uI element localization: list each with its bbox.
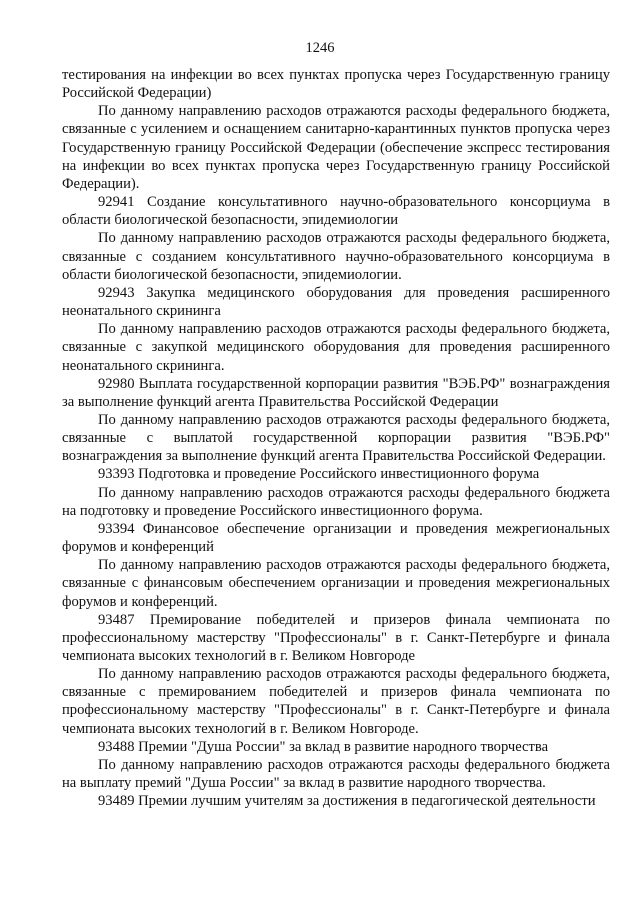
- section-heading: 93393 Подготовка и проведение Российского инвестиционного форума: [98, 466, 540, 483]
- paragraph: По данному направлению расходов отражаются расходы федерального бюджета, связанные с выплатой государственной корпорации развития "ВЭБ.РФ" вознаграждения за выполнение функций агента Правительства Российской Федерации.: [62, 411, 610, 465]
- section-heading: 93488 Премии "Душа России" за вклад в развитие народного творчества: [98, 738, 549, 755]
- paragraph: тестирования на инфекции во всех пунктах пропуска через Государственную границу Российской Федерации): [62, 67, 610, 102]
- section-heading: 92943 Закупка медицинского оборудования для проведения расширенного неонатального скрининга: [62, 284, 610, 320]
- section-heading: 93394 Финансовое обеспечение организации и проведения межрегиональных форумов и конференций: [62, 520, 610, 556]
- paragraph: По данному направлению расходов отражаются расходы федерального бюджета, связанные с созданием консультативного научно-образовательного консорциума в области биологической безопасности, эпидемиологии.: [62, 230, 610, 283]
- section-heading: 92980 Выплата государственной корпорации развития "ВЭБ.РФ" вознаграждения за выполнение функций агента Правительства Российской Федерации: [62, 375, 610, 410]
- page-number: 1246: [305, 40, 335, 56]
- document-body: [62, 66, 610, 810]
- paragraph: По данному направлению расходов отражаются расходы федерального бюджета, связанные с финансовым обеспечением организации и проведения межрегиональных форумов и конференций.: [62, 557, 610, 610]
- paragraph: По данному направлению расходов отражаются расходы федерального бюджета на подготовку и проведение Российского инвестиционного форума.: [62, 484, 610, 519]
- paragraph: По данному направлению расходов отражаются расходы федерального бюджета, связанные с усилением и оснащением санитарно-карантинных пунктов пропуска через Государственную границу Российской Федерации (обеспечение экспресс тестирования на инфекции во всех пунктах пропуска через Государственную границу Российской Федерации).: [62, 103, 610, 192]
- paragraph: По данному направлению расходов отражаются расходы федерального бюджета на выплату премий "Душа России" за вклад в развитие народного творчества.: [62, 756, 610, 792]
- paragraph: По данному направлению расходов отражаются расходы федерального бюджета, связанные с закупкой медицинского оборудования для проведения расширенного неонатального скрининга.: [62, 321, 610, 374]
- section-heading: 93489 Премии лучшим учителям за достижения в педагогической деятельности: [98, 793, 596, 810]
- section-heading: 93487 Премирование победителей и призеров финала чемпионата по профессиональному мастерству "Профессионалы" в г. Санкт-Петербурге и финала чемпионата высоких технологий в г. Великом Новгороде: [62, 611, 610, 664]
- paragraph: По данному направлению расходов отражаются расходы федерального бюджета, связанные с премированием победителей и призеров финала чемпионата по профессиональному мастерству "Профессионалы" в г. Санкт-Петербурге и финала чемпионата высоких технологий в г. Великом Новгороде.: [62, 666, 610, 737]
- section-heading: 92941 Создание консультативного научно-образовательного консорциума в области биологической безопасности, эпидемиологии: [62, 194, 610, 229]
